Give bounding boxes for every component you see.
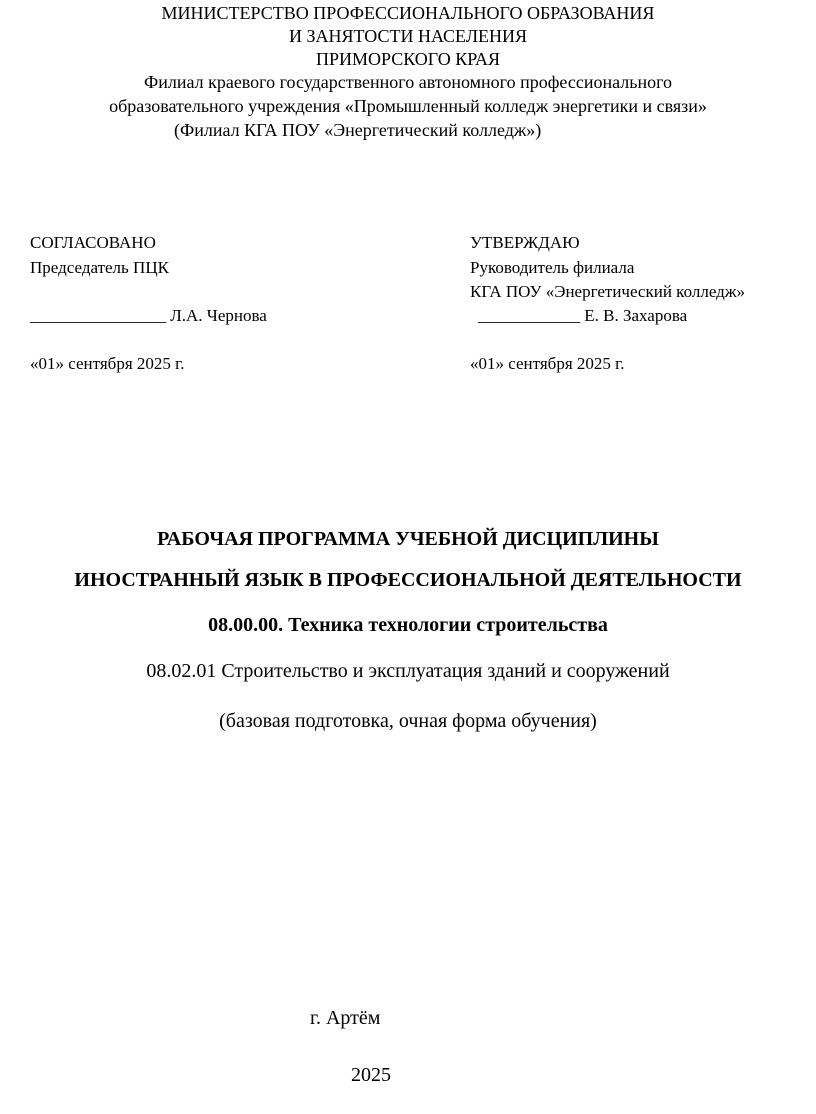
branch-line-2: образовательного учреждения «Промышленный колледж энергетики и связи» [109, 96, 707, 116]
program-title-1: РАБОЧАЯ ПРОГРАММА УЧЕБНОЙ ДИСЦИПЛИНЫ [157, 528, 659, 550]
approval-right-position-2: КГА ПОУ «Энергетический колледж» [470, 282, 746, 301]
branch-line-1: Филиал краевого государственного автономного профессионального [143, 72, 673, 92]
approval-left-position: Председатель ПЦК [30, 258, 169, 277]
approval-right-position-1: Руководитель филиала [470, 258, 635, 277]
ministry-line-2: И ЗАНЯТОСТИ НАСЕЛЕНИЯ [288, 26, 528, 46]
city: г. Артём [310, 1007, 381, 1029]
branch-short-name: (Филиал КГА ПОУ «Энергетический колледж») [174, 120, 542, 140]
approval-left-signature: ________________ Л.А. Чернова [30, 306, 267, 325]
approval-left-title: СОГЛАСОВАНО [30, 233, 156, 252]
program-specialty: 08.02.01 Строительство и эксплуатация зданий и сооружений [146, 660, 670, 682]
year: 2025 [351, 1064, 391, 1086]
program-title-2: ИНОСТРАННЫЙ ЯЗЫК В ПРОФЕССИОНАЛЬНОЙ ДЕЯТЕЛЬНОСТИ [74, 569, 742, 591]
approval-right-date: «01» сентября 2025 г. [470, 354, 625, 373]
approval-left-date: «01» сентября 2025 г. [30, 354, 185, 373]
ministry-line-3: ПРИМОРСКОГО КРАЯ [316, 49, 500, 69]
ministry-line-1: МИНИСТЕРСТВО ПРОФЕССИОНАЛЬНОГО ОБРАЗОВАНИЯ [161, 3, 655, 23]
approval-right-title: УТВЕРЖДАЮ [470, 233, 580, 252]
program-form: (базовая подготовка, очная форма обучения) [219, 710, 597, 732]
approval-right-signature: ____________ Е. В. Захарова [478, 306, 688, 325]
program-group: 08.00.00. Техника технологии строительства [208, 614, 608, 636]
